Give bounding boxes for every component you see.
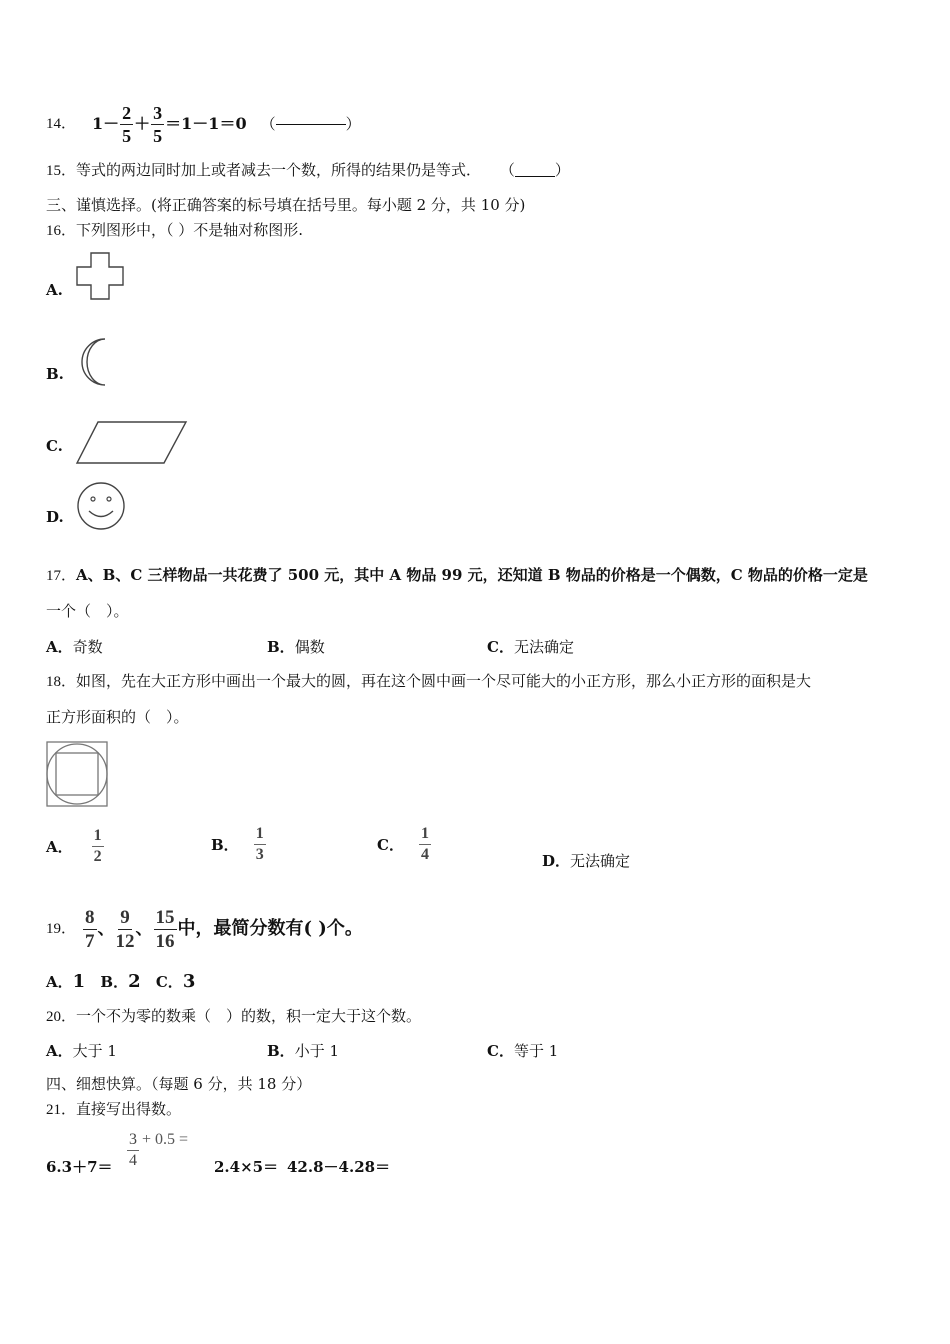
option-label: C．	[487, 1042, 514, 1060]
fraction-1-3	[254, 826, 266, 863]
question-17-line-1	[46, 566, 868, 585]
q20-option-b[interactable]	[267, 1042, 339, 1060]
question-number: 14．	[46, 116, 77, 132]
denominator: 5	[122, 125, 132, 146]
fraction-3-4	[127, 1132, 139, 1169]
fraction-8-7	[83, 908, 97, 951]
question-text: 下列图形中，（ ）不是轴对称图形.	[76, 221, 304, 239]
separator: 、	[135, 918, 153, 939]
option-text: 2	[128, 971, 141, 992]
question-text: 如图，先在大正方形中画出一个最大的圆，再在这个圆中画一个尽可能大的小正方形，那么小正方形的面积是大	[76, 672, 812, 690]
denominator: 2	[93, 848, 102, 865]
question-text: A、B、C 三样物品一共花费了 500 元，其中 A 物品 99 元，还知道 B 物品的价格是一个偶数，C 物品的价格一定是	[76, 566, 868, 584]
expression-rest: + 0.5 =	[142, 1130, 189, 1148]
option-label: B．	[211, 835, 239, 854]
separator: 、	[97, 918, 115, 939]
question-14	[46, 96, 361, 152]
numerator: 1	[254, 826, 266, 845]
answer-open-paren: （	[499, 161, 515, 179]
q18-option-d[interactable]	[542, 852, 630, 870]
parallelogram-icon	[76, 420, 188, 465]
question-number: 21．	[46, 1102, 77, 1118]
question-number: 19．	[46, 921, 77, 937]
fraction-15-16	[154, 908, 177, 951]
expression-part: 1－	[92, 114, 120, 134]
q20-option-c[interactable]	[487, 1042, 558, 1060]
option-label: B．	[267, 1042, 295, 1060]
option-text: 大于 1	[72, 1042, 117, 1060]
option-label: A．	[46, 638, 73, 656]
denominator: 12	[115, 930, 135, 952]
q19-option-b[interactable]	[100, 973, 140, 991]
q19-option-c[interactable]	[156, 973, 195, 991]
q18-option-a[interactable]	[46, 828, 105, 865]
q17-option-a[interactable]	[46, 638, 103, 656]
question-21	[46, 1100, 181, 1119]
question-number: 16．	[46, 223, 77, 239]
option-label: C．	[377, 835, 404, 854]
fraction-9-12	[116, 908, 135, 951]
q18-option-c[interactable]	[377, 826, 432, 863]
fraction-3-5	[151, 104, 164, 145]
smiley-face-icon	[76, 481, 126, 531]
denominator: 16	[155, 930, 175, 952]
question-text: 直接写出得数。	[76, 1100, 182, 1118]
denominator: 3	[255, 846, 264, 863]
option-text: 1	[72, 971, 86, 992]
answer-open-paren: （	[260, 115, 276, 133]
denominator: 7	[85, 930, 95, 952]
section-3-heading: 三、谨慎选择。(将正确答案的标号填在括号里。每小题 2 分，共 10 分)	[46, 196, 526, 214]
section-4-heading: 四、细想快算。（每题 6 分，共 18 分）	[46, 1075, 312, 1093]
question-18-line-2: 正方形面积的（ ）。	[46, 708, 189, 726]
numerator: 8	[85, 906, 95, 928]
denominator: 4	[129, 1152, 137, 1169]
q19-option-a[interactable]	[46, 973, 85, 991]
expression-2	[126, 1132, 188, 1169]
option-text: 无法确定	[570, 852, 631, 870]
q19-options	[46, 971, 195, 993]
question-18-line-1	[46, 672, 811, 691]
numerator: 3	[153, 102, 163, 123]
q18-option-b[interactable]	[211, 826, 267, 863]
option-text: 奇数	[72, 638, 103, 656]
crescent-moon-icon	[74, 337, 114, 387]
option-a-label[interactable]: A.	[46, 281, 63, 299]
option-d-label[interactable]: D.	[46, 508, 64, 526]
numerator: 9	[120, 906, 130, 928]
numerator: 15	[155, 906, 175, 928]
question-number: 20．	[46, 1009, 77, 1025]
answer-close-paren: ）	[554, 161, 570, 179]
answer-close-paren: ）	[345, 115, 361, 133]
question-19	[46, 903, 363, 955]
option-label: A．	[46, 973, 73, 991]
numerator: 3	[127, 1132, 139, 1151]
square-circle-square-figure	[46, 741, 110, 809]
question-text: 中，最简分数有( )个。	[177, 918, 363, 940]
option-text: 小于 1	[294, 1042, 339, 1060]
option-text: 偶数	[294, 638, 325, 656]
question-17-line-2: 一个（ ）。	[46, 602, 129, 620]
plus-sign: ＋	[134, 114, 151, 134]
fraction-1-2	[92, 828, 104, 865]
fraction-2-5	[120, 104, 133, 145]
q17-option-b[interactable]	[267, 638, 325, 656]
denominator: 5	[153, 125, 163, 146]
expression-3: 2.4×5＝	[214, 1158, 279, 1176]
expression-1: 6.3＋7＝	[46, 1158, 113, 1176]
numerator: 2	[122, 102, 132, 123]
option-label: C．	[487, 638, 514, 656]
denominator: 4	[420, 846, 429, 863]
option-label: D．	[542, 852, 571, 870]
option-c-label[interactable]: C.	[46, 437, 63, 455]
question-16	[46, 221, 303, 240]
numerator: 1	[419, 826, 431, 845]
option-label: B．	[267, 638, 295, 656]
option-text: 等于 1	[513, 1042, 559, 1060]
q17-option-c[interactable]	[487, 638, 574, 656]
answer-blank[interactable]	[515, 175, 555, 177]
option-label: C．	[155, 973, 183, 991]
numerator: 1	[92, 828, 104, 847]
option-text: 3	[182, 971, 196, 992]
expression-part: ＝1－1＝0	[165, 114, 247, 134]
question-text: 一个不为零的数乘（ ）的数，积一定大于这个数。	[76, 1007, 422, 1025]
option-text: 无法确定	[513, 638, 574, 656]
question-number: 18．	[46, 674, 77, 690]
option-label: A．	[46, 837, 73, 856]
expression-4: 42.8－4.28＝	[287, 1158, 391, 1176]
cross-shape-icon	[76, 252, 126, 302]
question-20	[46, 1007, 421, 1026]
option-label: B．	[100, 973, 129, 991]
answer-blank[interactable]	[276, 123, 346, 125]
fraction-1-4	[419, 826, 431, 863]
question-number: 17．	[46, 568, 77, 584]
question-15	[46, 161, 570, 180]
option-label: A．	[46, 1042, 73, 1060]
option-b-label[interactable]: B.	[46, 365, 64, 383]
q20-option-a[interactable]	[46, 1042, 117, 1060]
question-text: 等式的两边同时加上或者减去一个数，所得的结果仍是等式．	[76, 161, 482, 179]
question-number: 15．	[46, 163, 77, 179]
